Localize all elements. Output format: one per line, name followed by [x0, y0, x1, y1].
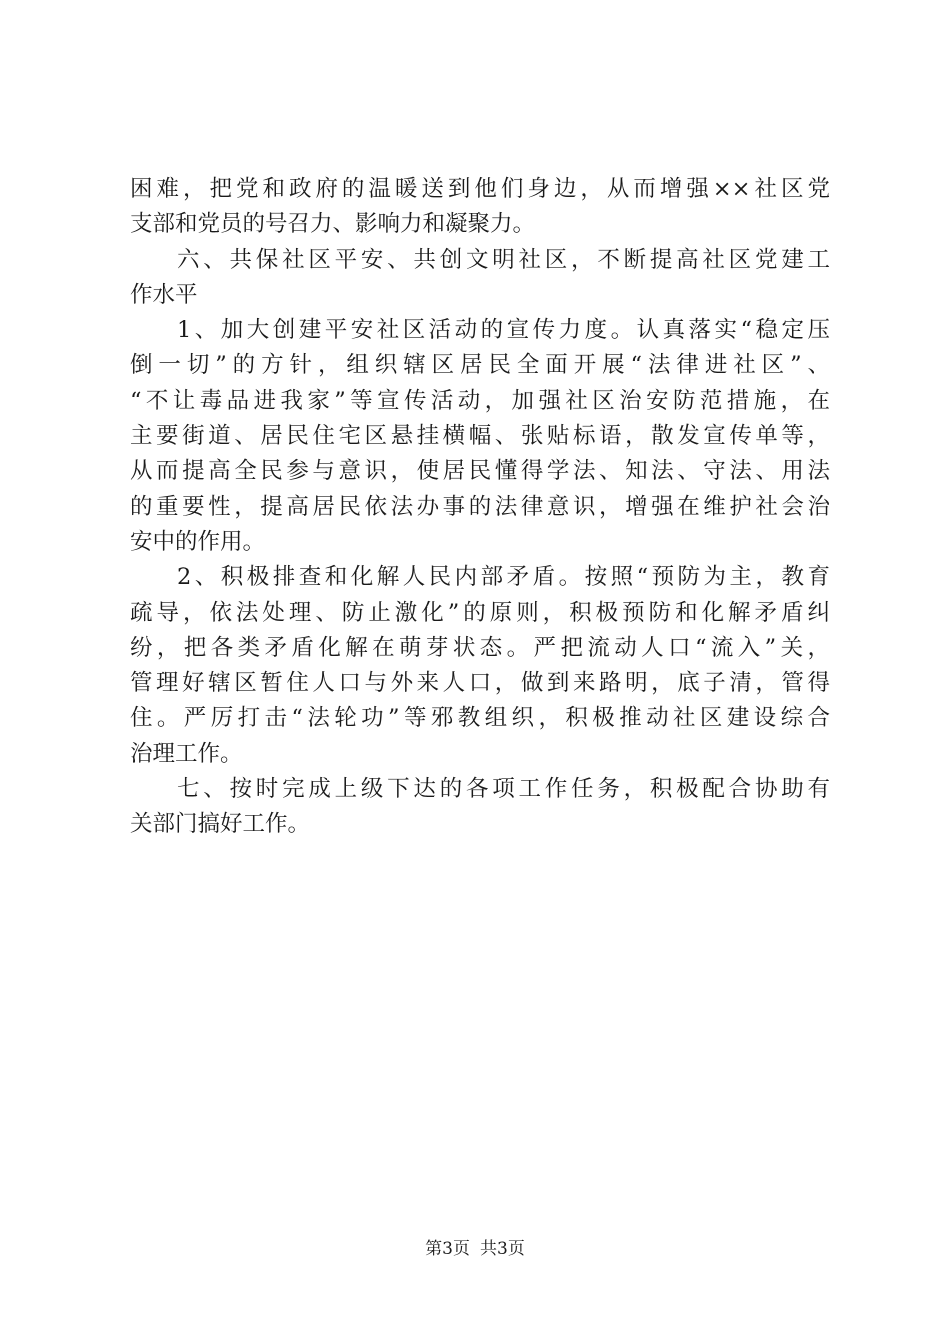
text-line: 倒一切”的方针，组织辖区居民全面开展“法律进社区”、 — [130, 352, 830, 379]
text-line: 1、加大创建平安社区活动的宣传力度。认真落实“稳定压 — [177, 317, 830, 344]
text-line: 管理好辖区暂住人口与外来人口，做到来路明，底子清，管得 — [130, 670, 830, 697]
page-total: 共3页 — [480, 1239, 525, 1259]
text-line: 安中的作用。 — [130, 528, 266, 555]
text-line: 六、共保社区平安、共创文明社区，不断提高社区党建工 — [177, 246, 830, 273]
text-line: 困难，把党和政府的温暖送到他们身边，从而增强××社区党 — [130, 176, 830, 202]
text-line: 疏导，依法处理、防止激化”的原则，积极预防和化解矛盾纠 — [130, 599, 830, 626]
text-line: 作水平 — [130, 281, 198, 308]
page-footer — [0, 1238, 950, 1260]
text-line: 治理工作。 — [130, 740, 243, 767]
document-body — [130, 172, 830, 843]
page-number: 第3页 — [425, 1239, 470, 1259]
text-line: “不让毒品进我家”等宣传活动，加强社区治安防范措施，在 — [130, 387, 830, 414]
text-line: 支部和党员的号召力、影响力和凝聚力。 — [130, 211, 536, 238]
text-line: 从而提高全民参与意识，使居民懂得学法、知法、守法、用法 — [130, 458, 830, 485]
text-line: 2、积极排查和化解人民内部矛盾。按照“预防为主，教育 — [177, 564, 830, 591]
text-line: 纷，把各类矛盾化解在萌芽状态。严把流动人口“流入”关， — [130, 634, 830, 661]
text-line: 主要街道、居民住宅区悬挂横幅、张贴标语，散发宣传单等， — [130, 423, 830, 450]
text-line: 的重要性，提高居民依法办事的法律意识，增强在维护社会治 — [130, 493, 830, 520]
text-line: 七、按时完成上级下达的各项工作任务，积极配合协助有 — [177, 776, 830, 803]
text-line: 住。严厉打击“法轮功”等邪教组织，积极推动社区建设综合 — [130, 705, 830, 732]
text-line: 关部门搞好工作。 — [130, 811, 311, 838]
